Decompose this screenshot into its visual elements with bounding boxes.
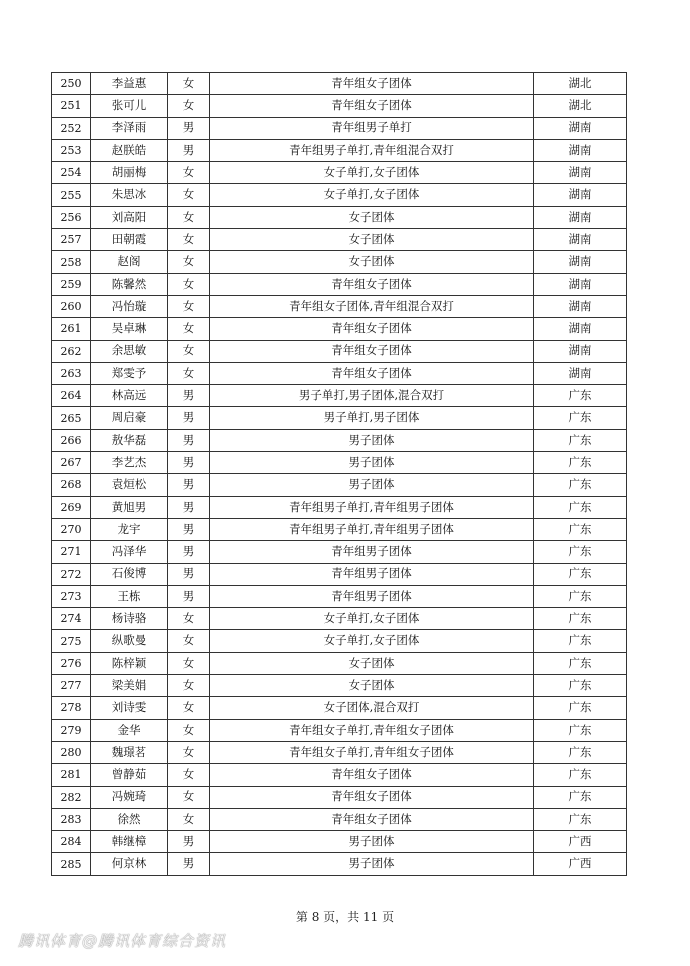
event-list: 女子单打,女子团体 bbox=[210, 184, 534, 206]
province: 广东 bbox=[534, 608, 627, 630]
athlete-name: 刘高阳 bbox=[91, 206, 168, 228]
athlete-gender: 男 bbox=[168, 541, 210, 563]
province: 广东 bbox=[534, 630, 627, 652]
province: 湖南 bbox=[534, 362, 627, 384]
table-row bbox=[52, 518, 627, 540]
province: 湖南 bbox=[534, 273, 627, 295]
athlete-name: 朱思冰 bbox=[91, 184, 168, 206]
event-list: 女子单打,女子团体 bbox=[210, 608, 534, 630]
event-list: 男子团体 bbox=[210, 831, 534, 853]
event-list: 青年组女子团体 bbox=[210, 95, 534, 117]
row-number: 270 bbox=[52, 518, 91, 540]
athlete-gender: 男 bbox=[168, 496, 210, 518]
athlete-name: 李艺杰 bbox=[91, 452, 168, 474]
table-row bbox=[52, 741, 627, 763]
athlete-gender: 女 bbox=[168, 273, 210, 295]
event-list: 青年组女子团体 bbox=[210, 73, 534, 95]
athlete-gender: 女 bbox=[168, 251, 210, 273]
athlete-name: 张可儿 bbox=[91, 95, 168, 117]
province: 广东 bbox=[534, 585, 627, 607]
athlete-name: 林高远 bbox=[91, 385, 168, 407]
row-number: 253 bbox=[52, 139, 91, 161]
athlete-gender: 女 bbox=[168, 229, 210, 251]
event-list: 青年组女子团体 bbox=[210, 764, 534, 786]
athlete-gender: 男 bbox=[168, 117, 210, 139]
athlete-name: 赵阁 bbox=[91, 251, 168, 273]
row-number: 273 bbox=[52, 585, 91, 607]
athlete-gender: 女 bbox=[168, 73, 210, 95]
table-row bbox=[52, 340, 627, 362]
athlete-gender: 女 bbox=[168, 162, 210, 184]
athlete-name: 王栋 bbox=[91, 585, 168, 607]
athlete-gender: 女 bbox=[168, 608, 210, 630]
athlete-name: 韩继樟 bbox=[91, 831, 168, 853]
athlete-gender: 女 bbox=[168, 741, 210, 763]
athlete-name: 何京林 bbox=[91, 853, 168, 875]
event-list: 男子单打,男子团体 bbox=[210, 407, 534, 429]
event-list: 青年组男子团体 bbox=[210, 585, 534, 607]
athlete-gender: 女 bbox=[168, 295, 210, 317]
event-list: 青年组男子单打,青年组男子团体 bbox=[210, 496, 534, 518]
row-number: 276 bbox=[52, 652, 91, 674]
event-list: 女子团体 bbox=[210, 652, 534, 674]
table-row bbox=[52, 630, 627, 652]
roster-sheet bbox=[51, 72, 626, 876]
athlete-name: 杨诗骆 bbox=[91, 608, 168, 630]
athlete-name: 冯泽华 bbox=[91, 541, 168, 563]
athlete-gender: 女 bbox=[168, 652, 210, 674]
event-list: 女子团体 bbox=[210, 229, 534, 251]
athlete-gender: 男 bbox=[168, 585, 210, 607]
athlete-gender: 男 bbox=[168, 407, 210, 429]
province: 湖南 bbox=[534, 229, 627, 251]
province: 湖北 bbox=[534, 73, 627, 95]
row-number: 271 bbox=[52, 541, 91, 563]
event-list: 男子团体 bbox=[210, 429, 534, 451]
province: 湖南 bbox=[534, 162, 627, 184]
event-list: 女子团体 bbox=[210, 675, 534, 697]
event-list: 女子团体 bbox=[210, 251, 534, 273]
athlete-name: 龙宇 bbox=[91, 518, 168, 540]
event-list: 青年组男子单打,青年组男子团体 bbox=[210, 518, 534, 540]
athlete-name: 曾静茹 bbox=[91, 764, 168, 786]
athlete-name: 魏璟茗 bbox=[91, 741, 168, 763]
row-number: 266 bbox=[52, 429, 91, 451]
athlete-name: 胡丽梅 bbox=[91, 162, 168, 184]
athlete-gender: 男 bbox=[168, 831, 210, 853]
athlete-name: 吴卓琳 bbox=[91, 318, 168, 340]
watermark: 腾讯体育@腾讯体育综合资讯 bbox=[18, 932, 227, 950]
table-row bbox=[52, 251, 627, 273]
row-number: 280 bbox=[52, 741, 91, 763]
event-list: 青年组女子团体,青年组混合双打 bbox=[210, 295, 534, 317]
event-list: 男子团体 bbox=[210, 853, 534, 875]
province: 湖南 bbox=[534, 117, 627, 139]
table-row bbox=[52, 452, 627, 474]
row-number: 254 bbox=[52, 162, 91, 184]
row-number: 282 bbox=[52, 786, 91, 808]
table-row bbox=[52, 295, 627, 317]
athlete-gender: 女 bbox=[168, 206, 210, 228]
athlete-name: 陈馨然 bbox=[91, 273, 168, 295]
table-row bbox=[52, 206, 627, 228]
province: 广东 bbox=[534, 496, 627, 518]
athlete-gender: 女 bbox=[168, 764, 210, 786]
table-row bbox=[52, 407, 627, 429]
table-row bbox=[52, 273, 627, 295]
table-row bbox=[52, 229, 627, 251]
athlete-name: 李益惠 bbox=[91, 73, 168, 95]
table-row bbox=[52, 496, 627, 518]
table-row bbox=[52, 786, 627, 808]
province: 广西 bbox=[534, 831, 627, 853]
event-list: 女子团体 bbox=[210, 206, 534, 228]
province: 湖南 bbox=[534, 295, 627, 317]
event-list: 青年组女子单打,青年组女子团体 bbox=[210, 719, 534, 741]
athlete-name: 纵歌曼 bbox=[91, 630, 168, 652]
table-row bbox=[52, 563, 627, 585]
row-number: 262 bbox=[52, 340, 91, 362]
athlete-gender: 男 bbox=[168, 385, 210, 407]
row-number: 255 bbox=[52, 184, 91, 206]
row-number: 251 bbox=[52, 95, 91, 117]
table-row bbox=[52, 429, 627, 451]
row-number: 250 bbox=[52, 73, 91, 95]
event-list: 青年组男子团体 bbox=[210, 563, 534, 585]
page-number: 第 8 页，共 11 页 bbox=[295, 910, 395, 924]
athlete-name: 郑雯予 bbox=[91, 362, 168, 384]
province: 广东 bbox=[534, 541, 627, 563]
event-list: 青年组女子团体 bbox=[210, 273, 534, 295]
athlete-gender: 男 bbox=[168, 853, 210, 875]
province: 湖南 bbox=[534, 318, 627, 340]
athlete-name: 石俊博 bbox=[91, 563, 168, 585]
table-row bbox=[52, 385, 627, 407]
province: 广东 bbox=[534, 808, 627, 830]
event-list: 青年组女子团体 bbox=[210, 318, 534, 340]
province: 广东 bbox=[534, 697, 627, 719]
athlete-gender: 男 bbox=[168, 429, 210, 451]
athlete-gender: 女 bbox=[168, 675, 210, 697]
table-row bbox=[52, 541, 627, 563]
row-number: 281 bbox=[52, 764, 91, 786]
row-number: 283 bbox=[52, 808, 91, 830]
row-number: 274 bbox=[52, 608, 91, 630]
table-row bbox=[52, 318, 627, 340]
athlete-gender: 女 bbox=[168, 697, 210, 719]
athlete-name: 周启豪 bbox=[91, 407, 168, 429]
table-row bbox=[52, 73, 627, 95]
table-row bbox=[52, 117, 627, 139]
table-body bbox=[52, 73, 627, 876]
row-number: 256 bbox=[52, 206, 91, 228]
row-number: 278 bbox=[52, 697, 91, 719]
row-number: 277 bbox=[52, 675, 91, 697]
row-number: 257 bbox=[52, 229, 91, 251]
province: 湖南 bbox=[534, 206, 627, 228]
athlete-name: 田朝霞 bbox=[91, 229, 168, 251]
event-list: 男子单打,男子团体,混合双打 bbox=[210, 385, 534, 407]
province: 广东 bbox=[534, 675, 627, 697]
row-number: 268 bbox=[52, 474, 91, 496]
athlete-name: 黄旭男 bbox=[91, 496, 168, 518]
event-list: 男子团体 bbox=[210, 452, 534, 474]
province: 广东 bbox=[534, 741, 627, 763]
athlete-name: 袁烜松 bbox=[91, 474, 168, 496]
table-row bbox=[52, 162, 627, 184]
row-number: 267 bbox=[52, 452, 91, 474]
athlete-gender: 男 bbox=[168, 474, 210, 496]
table-row bbox=[52, 853, 627, 875]
table-row bbox=[52, 474, 627, 496]
table-row bbox=[52, 652, 627, 674]
table-row bbox=[52, 697, 627, 719]
row-number: 275 bbox=[52, 630, 91, 652]
province: 广西 bbox=[534, 853, 627, 875]
table-row bbox=[52, 608, 627, 630]
event-list: 青年组男子单打,青年组混合双打 bbox=[210, 139, 534, 161]
province: 广东 bbox=[534, 563, 627, 585]
athlete-name: 陈梓颖 bbox=[91, 652, 168, 674]
athlete-gender: 女 bbox=[168, 184, 210, 206]
event-list: 青年组男子单打 bbox=[210, 117, 534, 139]
province: 广东 bbox=[534, 407, 627, 429]
province: 广东 bbox=[534, 719, 627, 741]
event-list: 青年组女子团体 bbox=[210, 808, 534, 830]
table-row bbox=[52, 362, 627, 384]
row-number: 284 bbox=[52, 831, 91, 853]
athlete-name: 梁美娟 bbox=[91, 675, 168, 697]
table-row bbox=[52, 184, 627, 206]
event-list: 女子单打,女子团体 bbox=[210, 630, 534, 652]
event-list: 青年组女子单打,青年组女子团体 bbox=[210, 741, 534, 763]
province: 广东 bbox=[534, 764, 627, 786]
event-list: 女子团体,混合双打 bbox=[210, 697, 534, 719]
event-list: 青年组女子团体 bbox=[210, 786, 534, 808]
event-list: 女子单打,女子团体 bbox=[210, 162, 534, 184]
event-list: 男子团体 bbox=[210, 474, 534, 496]
athlete-gender: 女 bbox=[168, 808, 210, 830]
row-number: 272 bbox=[52, 563, 91, 585]
table-row bbox=[52, 831, 627, 853]
province: 广东 bbox=[534, 429, 627, 451]
province: 广东 bbox=[534, 385, 627, 407]
athlete-gender: 男 bbox=[168, 139, 210, 161]
province: 湖南 bbox=[534, 251, 627, 273]
athlete-gender: 男 bbox=[168, 563, 210, 585]
athlete-gender: 男 bbox=[168, 518, 210, 540]
athlete-name: 赵朕皓 bbox=[91, 139, 168, 161]
row-number: 285 bbox=[52, 853, 91, 875]
athlete-name: 李泽雨 bbox=[91, 117, 168, 139]
row-number: 252 bbox=[52, 117, 91, 139]
row-number: 260 bbox=[52, 295, 91, 317]
province: 湖南 bbox=[534, 340, 627, 362]
athlete-gender: 男 bbox=[168, 452, 210, 474]
athlete-gender: 女 bbox=[168, 630, 210, 652]
event-list: 青年组女子团体 bbox=[210, 362, 534, 384]
row-number: 269 bbox=[52, 496, 91, 518]
athlete-name: 敖华磊 bbox=[91, 429, 168, 451]
event-list: 青年组女子团体 bbox=[210, 340, 534, 362]
athlete-table bbox=[51, 72, 627, 876]
table-row bbox=[52, 95, 627, 117]
province: 湖南 bbox=[534, 184, 627, 206]
province: 广东 bbox=[534, 786, 627, 808]
table-row bbox=[52, 675, 627, 697]
athlete-gender: 女 bbox=[168, 95, 210, 117]
row-number: 259 bbox=[52, 273, 91, 295]
table-row bbox=[52, 764, 627, 786]
athlete-gender: 女 bbox=[168, 362, 210, 384]
province: 广东 bbox=[534, 474, 627, 496]
athlete-name: 刘诗雯 bbox=[91, 697, 168, 719]
athlete-name: 余思敏 bbox=[91, 340, 168, 362]
row-number: 265 bbox=[52, 407, 91, 429]
table-row bbox=[52, 719, 627, 741]
row-number: 279 bbox=[52, 719, 91, 741]
athlete-name: 冯怡璇 bbox=[91, 295, 168, 317]
athlete-name: 金华 bbox=[91, 719, 168, 741]
table-row bbox=[52, 139, 627, 161]
row-number: 261 bbox=[52, 318, 91, 340]
row-number: 264 bbox=[52, 385, 91, 407]
athlete-name: 徐然 bbox=[91, 808, 168, 830]
table-row bbox=[52, 585, 627, 607]
table-row bbox=[52, 808, 627, 830]
province: 广东 bbox=[534, 652, 627, 674]
athlete-gender: 女 bbox=[168, 719, 210, 741]
province: 湖南 bbox=[534, 139, 627, 161]
athlete-name: 冯婉琦 bbox=[91, 786, 168, 808]
province: 湖北 bbox=[534, 95, 627, 117]
event-list: 青年组男子团体 bbox=[210, 541, 534, 563]
athlete-gender: 女 bbox=[168, 786, 210, 808]
province: 广东 bbox=[534, 518, 627, 540]
row-number: 258 bbox=[52, 251, 91, 273]
athlete-gender: 女 bbox=[168, 340, 210, 362]
athlete-gender: 女 bbox=[168, 318, 210, 340]
row-number: 263 bbox=[52, 362, 91, 384]
province: 广东 bbox=[534, 452, 627, 474]
